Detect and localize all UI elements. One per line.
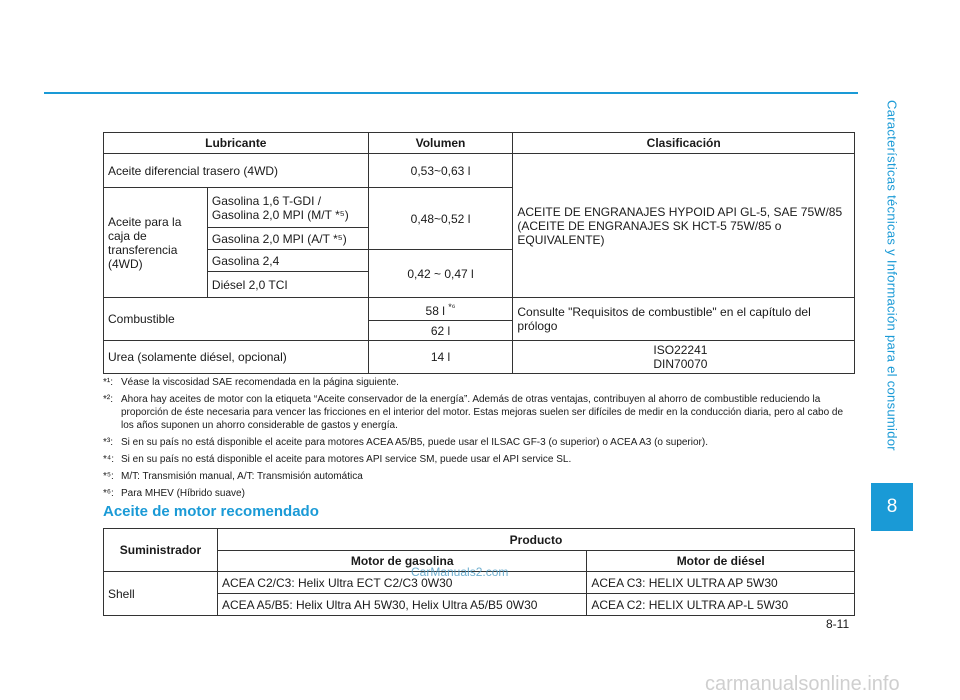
top-rule (44, 92, 858, 94)
footnote (103, 487, 855, 500)
rear-diff-volume: 0,53~0,63 l (368, 154, 513, 188)
header-suministrador: Suministrador (104, 529, 218, 572)
fuel-class: Consulte "Requisitos de combustible" en el capítulo del prólogo (513, 298, 855, 341)
footnote (103, 470, 855, 483)
lubricant-table (103, 132, 855, 374)
header-clasificacion: Clasificación (513, 133, 855, 154)
fuel-volume-2: 62 l (368, 321, 513, 341)
footnote-text: Si en su país no está disponible el aceite para motores ACEA A5/B5, puede usar el ILSAC GF-3 (o superior) o ACEA A3 (o superior). (121, 437, 708, 448)
fuel-volume-1-value: 58 l (425, 304, 445, 318)
footnote-text: Véase la viscosidad SAE recomendada en la página siguiente. (121, 377, 399, 388)
footer-site-text: carmanualsonline.info (705, 673, 900, 695)
urea-volume: 14 l (368, 341, 513, 374)
header-volumen: Volumen (368, 133, 513, 154)
fuel-label: Combustible (104, 298, 369, 341)
header-motor-gasolina: Motor de gasolina (217, 551, 586, 572)
transfer-row: Gasolina 2,0 MPI (A/T *⁵) (207, 228, 368, 250)
urea-label: Urea (solamente diésel, opcional) (104, 341, 369, 374)
diesel-product: ACEA C3: HELIX ULTRA AP 5W30 (587, 572, 855, 594)
footnote-mark: *²: (103, 394, 113, 405)
footnote-text: Ahora hay aceites de motor con la etiqueta “Aceite conservador de la energía”. Además de otras ventajas, contribuyen al ahorro de combustible reduciendo la proporción de éste necesaria para vencer las fricciones en el interior del motor. Estas mejoras suelen ser difíciles de medir en la conducción diaria, pero al cabo de los años suponen un ahorro considerable de gastos y energía. (121, 394, 844, 431)
fuel-volume-1 (368, 298, 513, 321)
side-chapter-title: Características técnicas y Información para el consumidor (884, 100, 900, 451)
rear-diff-label: Aceite diferencial trasero (4WD) (104, 154, 369, 188)
urea-class-iso: ISO22241 (653, 343, 708, 357)
urea-class-din: DIN70070 (653, 357, 708, 371)
diesel-product: ACEA C2: HELIX ULTRA AP-L 5W30 (587, 594, 855, 616)
page-number: 8-11 (826, 617, 850, 631)
transfer-label: Aceite para la caja de transferencia (4WD) (104, 188, 208, 298)
footnote-mark: *⁴: (103, 454, 114, 465)
footnote-mark: *⁵: (103, 471, 114, 482)
footnote-text: Si en su país no está disponible el aceite para motores API service SM, puede usar el API service SL. (121, 454, 572, 465)
footnote-mark: *¹: (103, 377, 113, 388)
footnote (103, 453, 855, 466)
watermark-text: CarManuals2.com (411, 565, 509, 579)
transfer-volume-b: 0,42 ~ 0,47 l (368, 250, 513, 298)
chapter-tab[interactable]: 8 (871, 483, 913, 531)
footnotes (103, 376, 855, 504)
transfer-row: Gasolina 1,6 T-GDI / Gasolina 2,0 MPI (M/T *⁵) (207, 188, 368, 228)
transfer-row: Gasolina 2,4 (207, 250, 368, 272)
footnote-text: M/T: Transmisión manual, A/T: Transmisión automática (121, 471, 363, 482)
gasoline-product: ACEA A5/B5: Helix Ultra AH 5W30, Helix Ultra A5/B5 0W30 (217, 594, 586, 616)
footnote-text: Para MHEV (Híbrido suave) (121, 488, 245, 499)
footnote (103, 436, 855, 449)
header-producto: Producto (217, 529, 854, 551)
header-motor-diesel: Motor de diésel (587, 551, 855, 572)
gasoline-product: ACEA C2/C3: Helix Ultra ECT C2/C3 0W30 (217, 572, 586, 594)
gear-oil-class: ACEITE DE ENGRANAJES HYPOID API GL-5, SAE 75W/85 (ACEITE DE ENGRANAJES SK HCT-5 75W/85 o EQUIVALENTE) (513, 154, 855, 298)
fuel-volume-note: *⁶ (448, 302, 456, 312)
section-title: Aceite de motor recomendado (103, 503, 319, 520)
transfer-volume-a: 0,48~0,52 l (368, 188, 513, 250)
footnote-mark: *⁶: (103, 488, 114, 499)
urea-class (513, 341, 855, 374)
footnote-mark: *³: (103, 437, 113, 448)
transfer-row: Diésel 2,0 TCI (207, 272, 368, 298)
footnote (103, 393, 855, 432)
supplier-name: Shell (104, 572, 218, 616)
header-lubricante: Lubricante (104, 133, 369, 154)
footnote (103, 376, 855, 389)
